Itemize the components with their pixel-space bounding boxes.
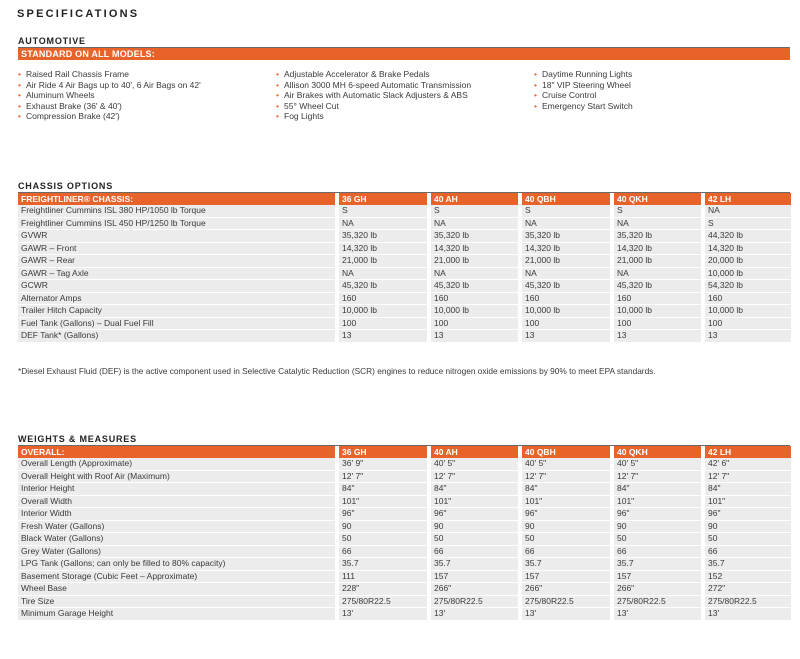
spec-value: 160 xyxy=(705,293,791,306)
spec-value: 36' 9" xyxy=(339,458,427,471)
spec-value: 12' 7" xyxy=(614,471,701,484)
spec-value: 21,000 lb xyxy=(522,255,610,268)
spec-value: NA xyxy=(339,218,427,231)
spec-value: 275/80R22.5 xyxy=(339,596,427,609)
bullet-icon: • xyxy=(534,79,537,90)
spec-value: 96" xyxy=(431,508,518,521)
row-label: Alternator Amps xyxy=(18,293,335,306)
row-label: GCWR xyxy=(18,280,335,293)
table-header-row xyxy=(18,193,791,205)
feature-label: Aluminum Wheels xyxy=(26,90,95,101)
spec-value: 160 xyxy=(431,293,518,306)
feature-item xyxy=(18,101,201,112)
spec-value: NA xyxy=(431,268,518,281)
row-label: Basement Storage (Cubic Feet – Approximate) xyxy=(18,571,335,584)
spec-value: 14,320 lb xyxy=(522,243,610,256)
table-row xyxy=(18,533,791,546)
spec-value: NA xyxy=(614,218,701,231)
spec-value: 100 xyxy=(705,318,791,331)
spec-value: 14,320 lb xyxy=(614,243,701,256)
table-row xyxy=(18,571,791,584)
model-column-header: 40 QBH xyxy=(522,446,610,458)
weights-table xyxy=(18,446,791,621)
table-row xyxy=(18,318,791,331)
feature-item xyxy=(534,69,633,80)
feature-label: Emergency Start Switch xyxy=(542,100,633,111)
spec-value: 14,320 lb xyxy=(339,243,427,256)
spec-value: 14,320 lb xyxy=(431,243,518,256)
spec-value: 84" xyxy=(705,483,791,496)
table-row xyxy=(18,230,791,243)
spec-value: 20,000 lb xyxy=(705,255,791,268)
spec-value: S xyxy=(705,218,791,231)
spec-value: 266" xyxy=(431,583,518,596)
model-column-header: 36 GH xyxy=(339,193,427,205)
spec-value: 35,320 lb xyxy=(431,230,518,243)
spec-value: 35.7 xyxy=(614,558,701,571)
spec-value: 10,000 lb xyxy=(614,305,701,318)
spec-value: 13 xyxy=(522,330,610,343)
spec-value: 13' xyxy=(522,608,610,621)
spec-value: 66 xyxy=(705,546,791,559)
spec-value: 10,000 lb xyxy=(705,305,791,318)
feature-item xyxy=(18,80,201,91)
spec-value: 101" xyxy=(431,496,518,509)
spec-value: 96" xyxy=(705,508,791,521)
table-row xyxy=(18,608,791,621)
spec-value: 35.7 xyxy=(431,558,518,571)
spec-value: 45,320 lb xyxy=(614,280,701,293)
spec-value: 40' 5" xyxy=(431,458,518,471)
feature-item xyxy=(276,101,471,112)
table-row xyxy=(18,205,791,218)
feature-item xyxy=(18,111,201,122)
spec-value: 100 xyxy=(522,318,610,331)
table-row xyxy=(18,596,791,609)
spec-value: 10,000 lb xyxy=(339,305,427,318)
row-label: Interior Height xyxy=(18,483,335,496)
spec-value: 44,320 lb xyxy=(705,230,791,243)
bullet-icon: • xyxy=(276,100,279,111)
spec-value: 66 xyxy=(522,546,610,559)
spec-value: 66 xyxy=(339,546,427,559)
row-label: Overall Width xyxy=(18,496,335,509)
spec-value: 275/80R22.5 xyxy=(614,596,701,609)
spec-value: 50 xyxy=(614,533,701,546)
spec-value: 13' xyxy=(705,608,791,621)
table-section-header: OVERALL: xyxy=(18,446,335,458)
spec-value: 45,320 lb xyxy=(431,280,518,293)
feature-item xyxy=(276,69,471,80)
row-label: GAWR – Front xyxy=(18,243,335,256)
spec-value: 275/80R22.5 xyxy=(522,596,610,609)
row-label: Grey Water (Gallons) xyxy=(18,546,335,559)
spec-value: 100 xyxy=(339,318,427,331)
row-label: Overall Length (Approximate) xyxy=(18,458,335,471)
feature-label: Air Brakes with Automatic Slack Adjusters & ABS xyxy=(284,90,468,101)
spec-value: 40' 5" xyxy=(614,458,701,471)
spec-value: 21,000 lb xyxy=(339,255,427,268)
table-row xyxy=(18,546,791,559)
spec-value: 35,320 lb xyxy=(522,230,610,243)
bullet-icon: • xyxy=(276,79,279,90)
spec-value: 12' 7" xyxy=(431,471,518,484)
spec-value: 42' 6" xyxy=(705,458,791,471)
automotive-section-title: AUTOMOTIVE xyxy=(18,36,86,46)
feature-item xyxy=(18,90,201,101)
table-row xyxy=(18,496,791,509)
feature-item xyxy=(276,111,471,122)
spec-value: 84" xyxy=(339,483,427,496)
spec-value: 160 xyxy=(339,293,427,306)
bullet-icon: • xyxy=(18,69,21,79)
spec-value: 96" xyxy=(522,508,610,521)
model-column-header: 40 QKH xyxy=(614,446,701,458)
feature-item xyxy=(276,90,471,101)
spec-value: S xyxy=(431,205,518,218)
table-row xyxy=(18,330,791,343)
spec-value: 50 xyxy=(431,533,518,546)
feature-label: Adjustable Accelerator & Brake Pedals xyxy=(284,69,430,79)
spec-value: 100 xyxy=(614,318,701,331)
row-label: DEF Tank* (Gallons) xyxy=(18,330,335,343)
feature-label: Raised Rail Chassis Frame xyxy=(26,69,129,79)
feature-label: Compression Brake (42') xyxy=(26,111,120,122)
row-label: Fresh Water (Gallons) xyxy=(18,521,335,534)
row-label: GAWR – Tag Axle xyxy=(18,268,335,281)
table-row xyxy=(18,280,791,293)
bullet-icon: • xyxy=(276,111,279,122)
spec-value: 90 xyxy=(705,521,791,534)
spec-value: NA xyxy=(339,268,427,281)
feature-label: Allison 3000 MH 6-speed Automatic Transmission xyxy=(284,79,472,90)
bullet-icon: • xyxy=(534,100,537,111)
feature-item xyxy=(534,80,633,91)
bullet-icon: • xyxy=(534,69,537,79)
spec-value: 35,320 lb xyxy=(339,230,427,243)
automotive-bullets-col1 xyxy=(18,69,201,122)
standard-models-bar: STANDARD ON ALL MODELS: xyxy=(18,48,790,60)
table-header-row xyxy=(18,446,791,458)
spec-value: 111 xyxy=(339,571,427,584)
spec-value: 50 xyxy=(339,533,427,546)
bullet-icon: • xyxy=(18,79,21,90)
chassis-section-title: CHASSIS OPTIONS xyxy=(18,181,114,191)
feature-label: Cruise Control xyxy=(542,90,597,101)
table-row xyxy=(18,558,791,571)
spec-value: 160 xyxy=(522,293,610,306)
spec-value: 21,000 lb xyxy=(614,255,701,268)
spec-value: 101" xyxy=(614,496,701,509)
model-column-header: 42 LH xyxy=(705,193,791,205)
table-row xyxy=(18,293,791,306)
spec-value: 275/80R22.5 xyxy=(431,596,518,609)
chassis-table xyxy=(18,193,791,343)
spec-value: NA xyxy=(431,218,518,231)
spec-value: 157 xyxy=(522,571,610,584)
spec-value: 35.7 xyxy=(339,558,427,571)
spec-value: 12' 7" xyxy=(705,471,791,484)
feature-label: 18" VIP Steering Wheel xyxy=(542,79,631,90)
row-label: Wheel Base xyxy=(18,583,335,596)
table-row xyxy=(18,583,791,596)
spec-value: 101" xyxy=(705,496,791,509)
spec-value: 160 xyxy=(614,293,701,306)
feature-item xyxy=(534,90,633,101)
spec-value: 272" xyxy=(705,583,791,596)
feature-label: Exhaust Brake (36' & 40') xyxy=(26,100,122,111)
spec-value: 13 xyxy=(614,330,701,343)
spec-value: 35,320 lb xyxy=(614,230,701,243)
row-label: Interior Width xyxy=(18,508,335,521)
row-label: Tire Size xyxy=(18,596,335,609)
spec-value: 275/80R22.5 xyxy=(705,596,791,609)
spec-value: NA xyxy=(522,268,610,281)
feature-label: Air Ride 4 Air Bags up to 40', 6 Air Bags on 42' xyxy=(26,79,201,90)
feature-label: 55° Wheel Cut xyxy=(284,100,339,111)
feature-label: Daytime Running Lights xyxy=(542,69,633,79)
feature-item xyxy=(534,101,633,112)
spec-value: NA xyxy=(614,268,701,281)
automotive-bullets-col2 xyxy=(276,69,471,122)
row-label: LPG Tank (Gallons; can only be filled to 80% capacity) xyxy=(18,558,335,571)
spec-value: 66 xyxy=(614,546,701,559)
def-footnote: *Diesel Exhaust Fluid (DEF) is the active component used in Selective Catalytic Reduction (SCR) engines to reduce nitrogen oxide emissions by 90% to meet EPA standards. xyxy=(18,366,656,376)
bullet-icon: • xyxy=(18,111,21,122)
table-row xyxy=(18,268,791,281)
row-label: Minimum Garage Height xyxy=(18,608,335,621)
row-label: GVWR xyxy=(18,230,335,243)
spec-value: 13' xyxy=(339,608,427,621)
spec-value: 50 xyxy=(522,533,610,546)
spec-value: 84" xyxy=(431,483,518,496)
spec-value: 90 xyxy=(431,521,518,534)
row-label: Trailer Hitch Capacity xyxy=(18,305,335,318)
spec-value: 13 xyxy=(431,330,518,343)
spec-value: 152 xyxy=(705,571,791,584)
bullet-icon: • xyxy=(276,90,279,101)
spec-value: 13 xyxy=(705,330,791,343)
spec-value: S xyxy=(522,205,610,218)
table-row xyxy=(18,483,791,496)
spec-value: 13 xyxy=(339,330,427,343)
table-section-header: FREIGHTLINER® CHASSIS: xyxy=(18,193,335,205)
spec-value: 96" xyxy=(339,508,427,521)
feature-label: Fog Lights xyxy=(284,111,324,122)
spec-value: 101" xyxy=(522,496,610,509)
row-label: Freightliner Cummins ISL 380 HP/1050 lb Torque xyxy=(18,205,335,218)
table-row xyxy=(18,508,791,521)
spec-value: 266" xyxy=(614,583,701,596)
row-label: Freightliner Cummins ISL 450 HP/1250 lb Torque xyxy=(18,218,335,231)
model-column-header: 40 QBH xyxy=(522,193,610,205)
spec-value: 90 xyxy=(522,521,610,534)
bullet-icon: • xyxy=(534,90,537,101)
spec-value: 45,320 lb xyxy=(339,280,427,293)
spec-value: 14,320 lb xyxy=(705,243,791,256)
weights-section-title: WEIGHTS & MEASURES xyxy=(18,434,137,444)
spec-value: 10,000 lb xyxy=(431,305,518,318)
spec-value: 13' xyxy=(431,608,518,621)
table-row xyxy=(18,218,791,231)
model-column-header: 40 AH xyxy=(431,446,518,458)
page-title: SPECIFICATIONS xyxy=(17,8,140,20)
spec-value: 50 xyxy=(705,533,791,546)
spec-value: 21,000 lb xyxy=(431,255,518,268)
row-label: Overall Height with Roof Air (Maximum) xyxy=(18,471,335,484)
model-column-header: 42 LH xyxy=(705,446,791,458)
spec-value: 12' 7" xyxy=(522,471,610,484)
spec-value: 157 xyxy=(431,571,518,584)
row-label: GAWR – Rear xyxy=(18,255,335,268)
model-column-header: 40 QKH xyxy=(614,193,701,205)
row-label: Black Water (Gallons) xyxy=(18,533,335,546)
spec-value: 96" xyxy=(614,508,701,521)
table-row xyxy=(18,243,791,256)
spec-value: 157 xyxy=(614,571,701,584)
spec-value: 228" xyxy=(339,583,427,596)
row-label: Fuel Tank (Gallons) – Dual Fuel Fill xyxy=(18,318,335,331)
table-row xyxy=(18,458,791,471)
table-row xyxy=(18,471,791,484)
spec-value: 84" xyxy=(522,483,610,496)
model-column-header: 40 AH xyxy=(431,193,518,205)
spec-value: 35.7 xyxy=(705,558,791,571)
spec-value: 54,320 lb xyxy=(705,280,791,293)
feature-item xyxy=(18,69,201,80)
spec-value: 45,320 lb xyxy=(522,280,610,293)
spec-value: 90 xyxy=(339,521,427,534)
table-row xyxy=(18,255,791,268)
spec-value: 90 xyxy=(614,521,701,534)
bullet-icon: • xyxy=(18,100,21,111)
spec-value: 13' xyxy=(614,608,701,621)
table-row xyxy=(18,521,791,534)
spec-value: 100 xyxy=(431,318,518,331)
bullet-icon: • xyxy=(276,69,279,79)
spec-value: 10,000 lb xyxy=(705,268,791,281)
spec-value: 10,000 lb xyxy=(522,305,610,318)
spec-value: 266" xyxy=(522,583,610,596)
spec-value: 66 xyxy=(431,546,518,559)
table-row xyxy=(18,305,791,318)
spec-value: S xyxy=(339,205,427,218)
spec-value: NA xyxy=(522,218,610,231)
feature-item xyxy=(276,80,471,91)
spec-value: 12' 7" xyxy=(339,471,427,484)
spec-value: NA xyxy=(705,205,791,218)
spec-value: 101" xyxy=(339,496,427,509)
automotive-bullets-col3 xyxy=(534,69,633,111)
spec-value: 84" xyxy=(614,483,701,496)
spec-value: 35.7 xyxy=(522,558,610,571)
spec-value: S xyxy=(614,205,701,218)
spec-value: 40' 5" xyxy=(522,458,610,471)
bullet-icon: • xyxy=(18,90,21,101)
model-column-header: 36 GH xyxy=(339,446,427,458)
